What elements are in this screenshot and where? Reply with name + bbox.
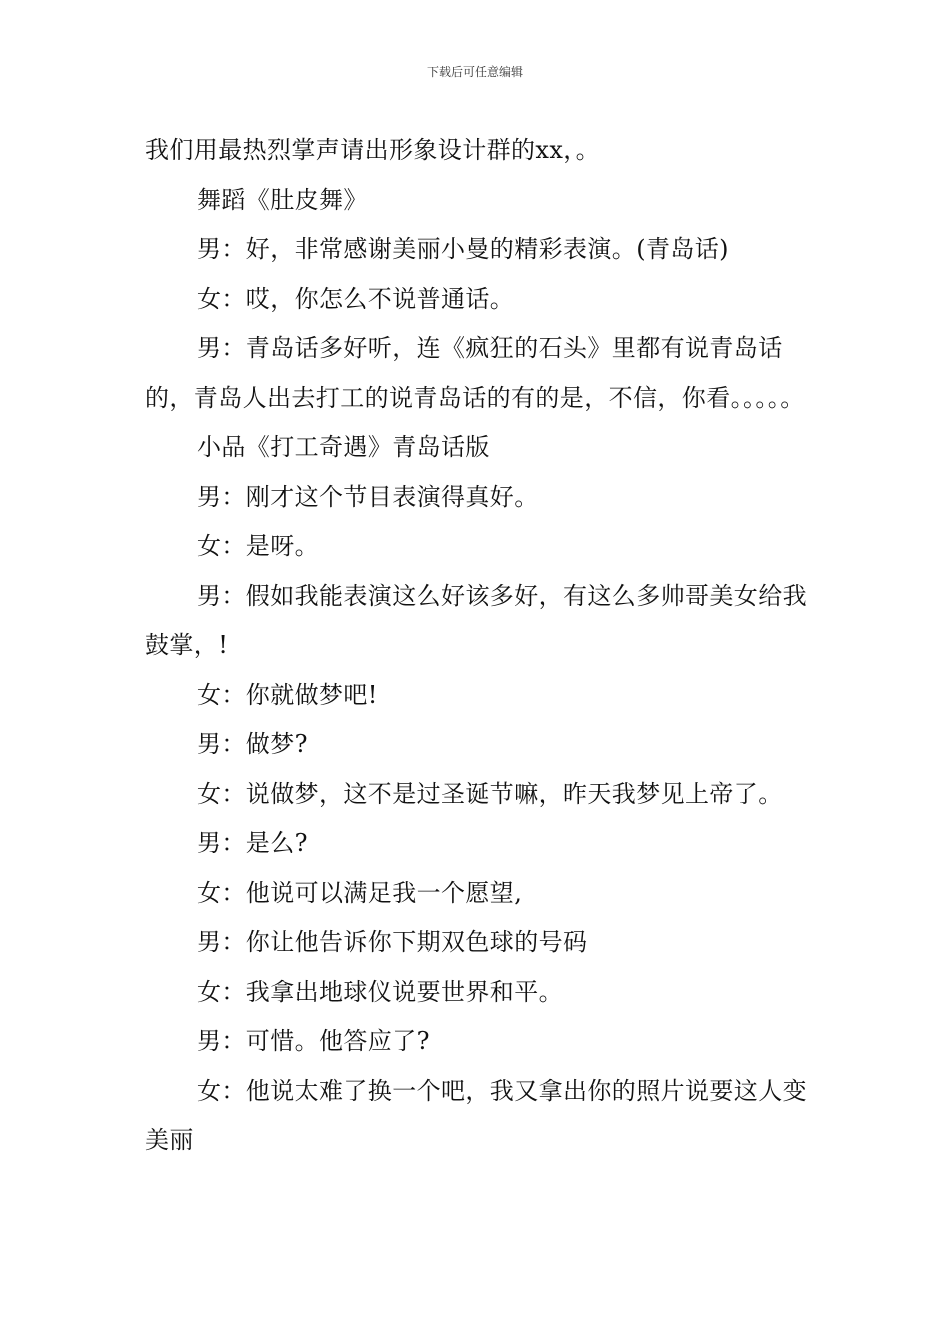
paragraph: 女：说做梦，这不是过圣诞节嘛，昨天我梦见上帝了。: [197, 779, 783, 808]
paragraph: 女：你就做梦吧!: [197, 680, 378, 709]
document-body: [145, 126, 810, 1166]
paragraph: 男：青岛话多好听，连《疯狂的石头》里都有说青岛话的，青岛人出去打工的说青岛话的有的是，不信，你看。。。。。: [145, 334, 805, 412]
paragraph: 我们用最热烈掌声请出形象设计群的xx，。: [145, 136, 601, 164]
paragraph: 女：我拿出地球仪说要世界和平。: [197, 977, 563, 1006]
paragraph: 男：好，非常感谢美丽小曼的精彩表演。(青岛话): [197, 235, 729, 263]
paragraph: 男：刚才这个节目表演得真好。: [197, 482, 539, 511]
paragraph: 女：是呀。: [197, 532, 319, 560]
paragraph: 女：哎，你怎么不说普通话。: [197, 284, 515, 313]
paragraph: 男：是么?: [197, 829, 308, 857]
paragraph: 男：做梦?: [197, 730, 308, 758]
page-header: 下载后可任意编辑: [426, 65, 523, 79]
paragraph: 女：他说可以满足我一个愿望,: [197, 878, 523, 907]
paragraph: 男：你让他告诉你下期双色球的号码: [197, 928, 588, 956]
paragraph: 男：可惜。他答应了?: [197, 1027, 430, 1055]
paragraph: 男：假如我能表演这么好该多好，有这么多帅哥美女给我鼓掌，!: [145, 581, 807, 659]
paragraph: 女：他说太难了换一个吧，我又拿出你的照片说要这人变美丽: [145, 1076, 807, 1154]
paragraph: 小品《打工奇遇》青岛话版: [197, 433, 490, 461]
paragraph: 舞蹈《肚皮舞》: [197, 185, 368, 214]
